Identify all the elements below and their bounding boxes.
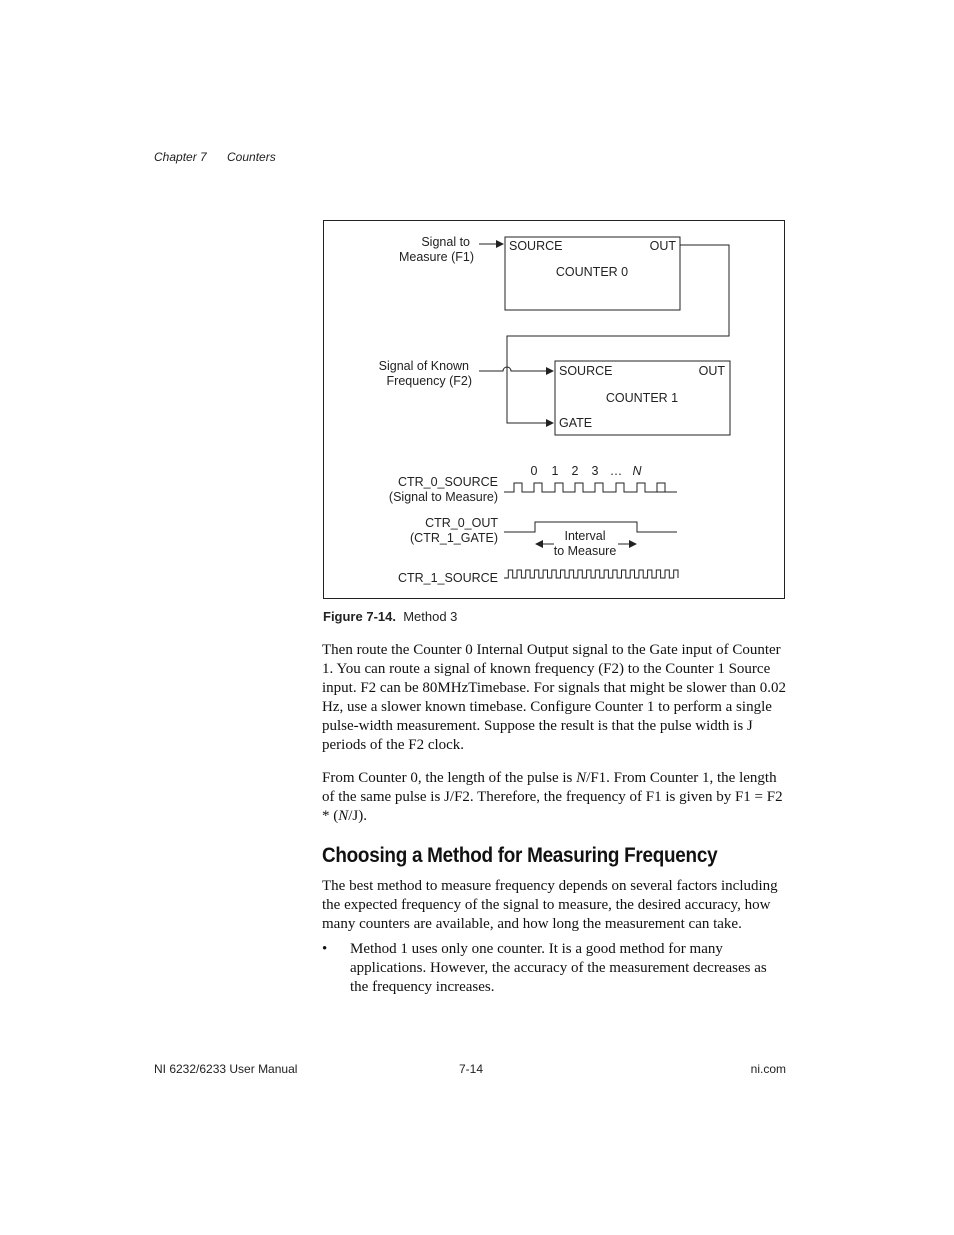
paragraph-3: The best method to measure frequency depends on several factors including the expected frequency of the signal to measure, the desired accuracy, how many counters are available, and how long the measurement can take. [322, 878, 778, 932]
paragraph-2-n2: N [338, 808, 349, 824]
paragraph-2-part-c: /J). [348, 808, 368, 824]
bullet-dot: • [322, 941, 328, 957]
figure-caption [323, 609, 457, 624]
header-chapter: Chapter 7 [154, 150, 207, 164]
figure-title: Method 3 [403, 609, 458, 624]
counter-0-out-label: OUT [649, 239, 676, 253]
ctr0-source-extra-pulse [657, 483, 665, 492]
frequency-f2-label: Frequency (F2) [386, 374, 472, 388]
ctr0-source-label: CTR_0_SOURCE [397, 475, 498, 489]
counter-1-source-label: SOURCE [559, 364, 613, 378]
ctr0-out-label: CTR_0_OUT [425, 516, 498, 530]
interval-label: Interval [564, 529, 606, 543]
counter-0-source-label: SOURCE [509, 239, 563, 253]
ctr1-source-label: CTR_1_SOURCE [397, 571, 498, 585]
signal-known-label: Signal of Known [378, 359, 469, 373]
tick-dots: … [609, 464, 623, 478]
f2-arrow [479, 367, 553, 371]
paragraph-1: Then route the Counter 0 Internal Output signal to the Gate input of Counter 1. You can route a signal of known frequency (F2) to the Counter 1 Source input. F2 can be 80MHzTimebase. For signals that might be slower than 0.02 Hz, use a slower known timebase. Configure Counter 1 to perform a single pulse-width measurement. Suppose the result is that the pulse width is J periods of the F2 clock. [322, 642, 786, 753]
paragraph-2 [322, 769, 788, 826]
signal-to-measure-label: (Signal to Measure) [388, 490, 498, 504]
bullet-text: Method 1 uses only one counter. It is a good method for many applications. However, the accuracy of the measurement decreases as the frequency increases. [350, 941, 767, 995]
figure-number: Figure 7-14. [323, 609, 396, 624]
footer-manual: NI 6232/6233 User Manual [154, 1062, 298, 1076]
tick-1: 1 [551, 464, 559, 478]
paragraph-2-part-b: /F1. From Counter 1, the length of the same pulse is J/F2. Therefore, the frequency of F1 is given by F1 = F2 * ( [322, 770, 783, 824]
ctr1-gate-label: (CTR_1_GATE) [410, 531, 498, 545]
tick-n: N [632, 464, 642, 478]
tick-0: 0 [530, 464, 538, 478]
counter-diagram [324, 221, 786, 600]
to-measure-label: to Measure [553, 544, 617, 558]
counter-0-name: COUNTER 0 [555, 265, 629, 279]
counter-1-name: COUNTER 1 [605, 391, 679, 405]
ctr0-source-waveform [504, 483, 677, 492]
tick-3: 3 [591, 464, 599, 478]
figure-method-3 [323, 220, 785, 599]
ctr1-source-clock [504, 570, 678, 578]
measure-f1-label: Measure (F1) [398, 250, 474, 264]
header-section: Counters [227, 150, 276, 164]
paragraph-2-n1: N [576, 770, 587, 786]
footer-site: ni.com [750, 1062, 786, 1076]
counter-1-out-label: OUT [698, 364, 725, 378]
tick-2: 2 [571, 464, 579, 478]
paragraph-2-part-a: From Counter 0, the length of the pulse is [322, 770, 577, 786]
section-heading: Choosing a Method for Measuring Frequency [322, 844, 718, 867]
counter-1-gate-label: GATE [559, 416, 593, 430]
footer-page-number: 7-14 [459, 1062, 484, 1076]
signal-to-label: Signal to [421, 235, 470, 249]
